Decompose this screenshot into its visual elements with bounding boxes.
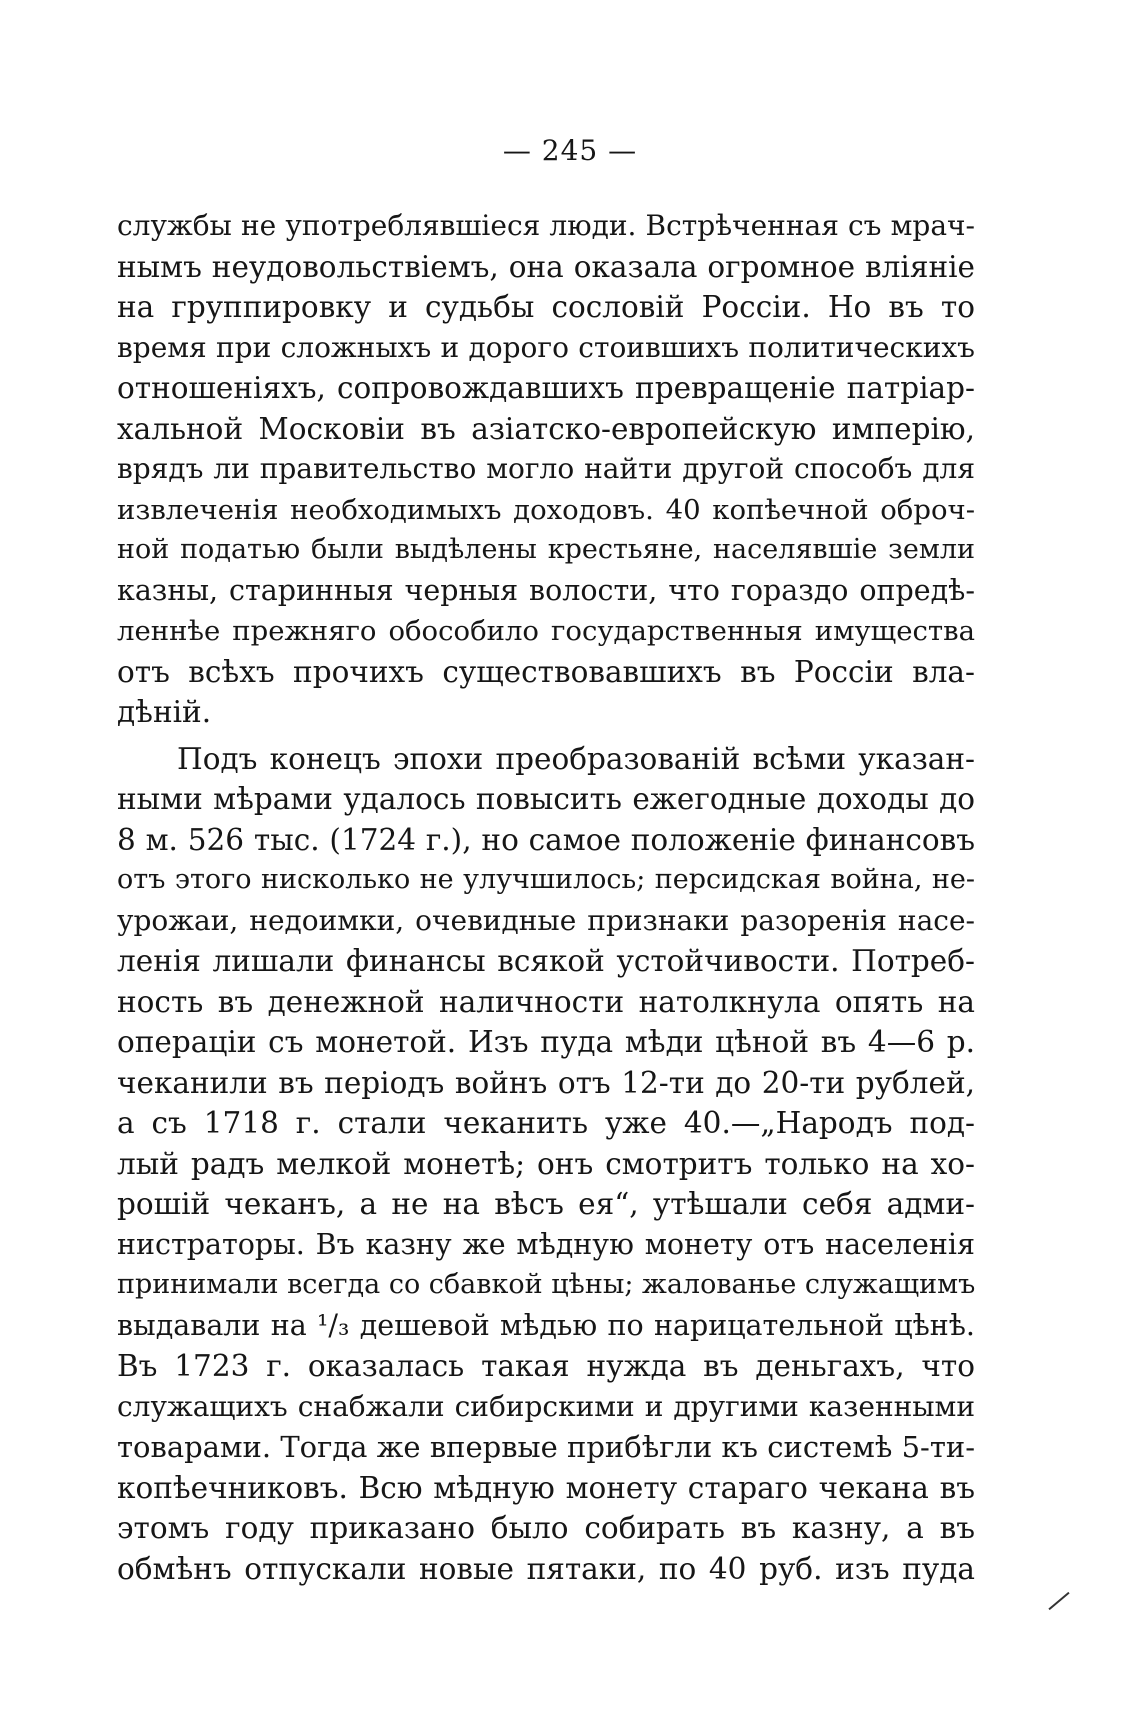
text-line: а съ 1718 г. стали чеканить уже 40.—„Народъ под- [117,1106,975,1140]
text-line: выдавали на ¹/₃ дешевой мѣдью по нарицательной цѣнѣ. [117,1308,975,1342]
text-line: Въ 1723 г. оказалась такая нужда въ деньгахъ, что [117,1349,975,1383]
pencil-mark [1048,1592,1069,1610]
text-line: хальной Московіи въ азіатско-европейскую имперію, [117,411,975,446]
text-line: ность въ денежной наличности натолкнула опять на [117,984,975,1019]
text-line: рошій чеканъ, а не на вѣсъ ея“, утѣшали себя адми- [117,1187,975,1221]
text-line: товарами. Тогда же впервые прибѣгли къ системѣ 5-ти- [117,1430,975,1464]
text-line: 8 м. 526 тыс. (1724 г.), но самое положеніе финансовъ [117,822,975,857]
paragraph-1 [117,206,975,733]
text-line: чеканили въ періодъ войнъ отъ 12-ти до 20-ти рублей, [117,1065,975,1100]
text-line: время при сложныхъ и дорого стоившихъ политическихъ [117,330,975,364]
text-line: врядъ ли правительство могло найти другой способъ для [117,452,975,485]
text-line: леннѣе прежняго обособило государственныя имущества [117,615,975,647]
text-line: казны, старинныя черныя волости, что гораздо опредѣ- [117,573,975,607]
text-line: копѣечниковъ. Всю мѣдную монету стараго чекана въ [117,1470,975,1505]
text-line: обмѣнъ отпускали новые пятаки, по 40 руб. изъ пуда [117,1551,975,1586]
text-line: на группировку и судьбы сословій Россіи. Но въ то [117,290,975,324]
text-line: отъ этого нисколько не улучшилось; персидская война, не- [117,864,975,895]
page-number: — 245 — [502,134,638,167]
text-line: ленія лишали финансы всякой устойчивости. Потреб- [117,944,975,978]
text-line: операціи съ монетой. Изъ пуда мѣди цѣной въ 4—6 р. [117,1025,975,1059]
body-text [117,206,975,1589]
text-line: службы не употреблявшіеся люди. Встрѣченная съ мрач- [117,209,975,242]
text-line: урожаи, недоимки, очевидные признаки разоренія насе- [117,903,975,937]
text-line: ными мѣрами удалось повысить ежегодные доходы до [117,782,975,816]
paragraph-2 [117,739,975,1590]
text-line: отъ всѣхъ прочихъ существовавшихъ въ Россіи вла- [117,654,975,689]
text-line: этомъ году приказано было собирать въ казну, а въ [117,1511,975,1545]
text-line: принимали всегда со сбавкой цѣны; жалованье служащимъ [117,1269,976,1300]
text-line: лый радъ мелкой монетѣ; онъ смотритъ только на хо- [117,1146,975,1181]
text-line: нымъ неудовольствіемъ, она оказала огромное вліяніе [117,249,975,284]
text-line: нистраторы. Въ казну же мѣдную монету отъ населенія [117,1227,975,1261]
text-line: Подъ конецъ эпохи преобразованій всѣми указан- [177,741,975,776]
text-line: дѣній. [117,695,212,729]
text-line: извлеченія необходимыхъ доходовъ. 40 копѣечной оброч- [117,493,975,526]
text-line: ной податью были выдѣлены крестьяне, населявшіе земли [117,534,975,565]
text-line: служащихъ снабжали сибирскими и другими казенными [117,1389,975,1423]
text-line: отношеніяхъ, сопровождавшихъ превращеніе патріар- [117,371,975,405]
